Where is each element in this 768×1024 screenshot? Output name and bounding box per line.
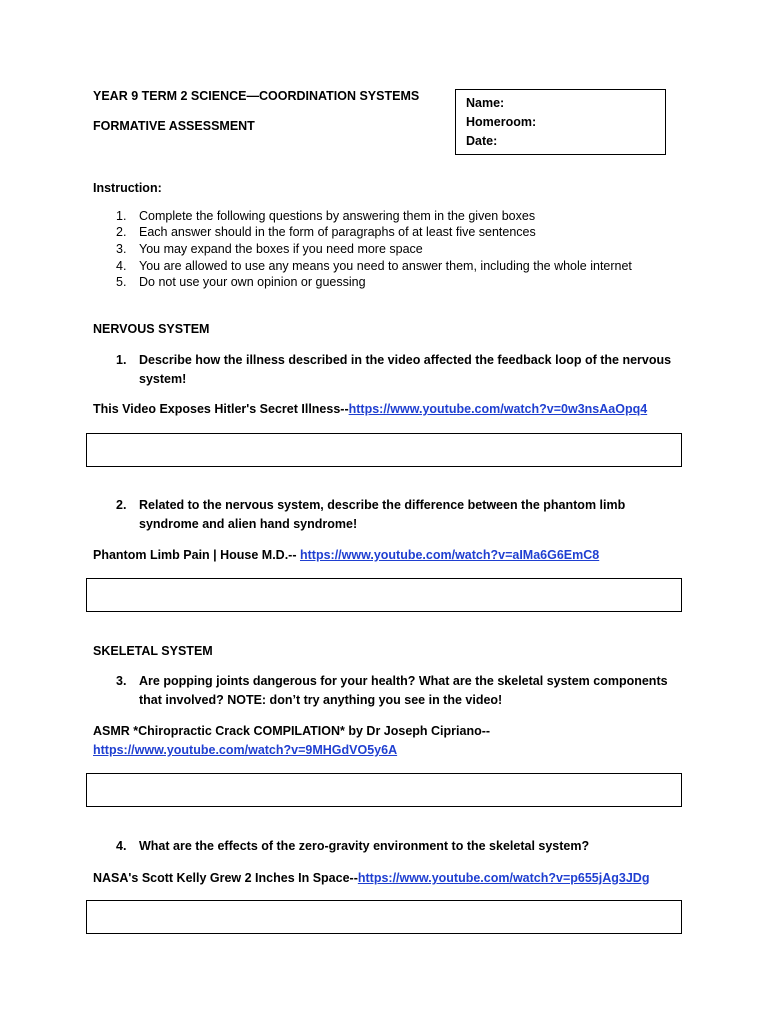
video-title: Phantom Limb Pain | House M.D.-- [93, 548, 300, 562]
section-heading-nervous: NERVOUS SYSTEM [93, 322, 210, 336]
list-item: Do not use your own opinion or guessing [139, 275, 366, 289]
list-item: You may expand the boxes if you need more space [139, 242, 423, 256]
answer-box-3[interactable] [86, 773, 682, 807]
answer-box-4[interactable] [86, 900, 682, 934]
answer-box-2[interactable] [86, 578, 682, 612]
video-link[interactable]: https://www.youtube.com/watch?v=aIMa6G6EmC8 [299, 548, 600, 562]
question-2-text: Related to the nervous system, describe the difference between the phantom limb [139, 498, 626, 512]
document-subtitle: FORMATIVE ASSESSMENT [93, 119, 255, 133]
question-3-text-cont: that involved? NOTE: don’t try anything you see in the video! [139, 693, 503, 707]
video-title: NASA's Scott Kelly Grew 2 Inches In Space-- [93, 871, 358, 885]
name-label: Name: [466, 96, 505, 110]
question-3-text: Are popping joints dangerous for your health? What are the skeletal system components [139, 674, 668, 688]
video-source-2 [93, 547, 599, 563]
section-heading-skeletal: SKELETAL SYSTEM [93, 644, 213, 658]
list-item: Complete the following questions by answering them in the given boxes [139, 209, 536, 223]
video-source-4 [93, 870, 649, 886]
list-item-number: 3. [116, 242, 127, 256]
homeroom-label: Homeroom: [466, 115, 537, 129]
list-item-number: 5. [116, 275, 127, 289]
instruction-heading: Instruction: [93, 181, 162, 195]
video-link[interactable]: https://www.youtube.com/watch?v=9MHGdVO5y6A [93, 743, 398, 757]
question-1-text-cont: system! [139, 372, 187, 386]
list-item: You are allowed to use any means you need to answer them, including the whole internet [139, 259, 632, 273]
video-link[interactable]: https://www.youtube.com/watch?v=0w3nsAaOpq4 [348, 402, 648, 416]
list-item: Each answer should in the form of paragraphs of at least five sentences [139, 225, 536, 239]
video-title-3: ASMR *Chiropractic Crack COMPILATION* by Dr Joseph Cipriano-- [93, 724, 491, 738]
video-link[interactable]: https://www.youtube.com/watch?v=p655jAg3JDg [357, 871, 650, 885]
question-4-text: What are the effects of the zero-gravity environment to the skeletal system? [139, 839, 590, 853]
question-number: 2. [116, 498, 127, 512]
list-item-number: 4. [116, 259, 127, 273]
student-info-box[interactable] [455, 89, 666, 155]
list-item-number: 1. [116, 209, 127, 223]
answer-box-1[interactable] [86, 433, 682, 467]
video-source-1 [93, 401, 647, 417]
question-number: 4. [116, 839, 127, 853]
question-1-text: Describe how the illness described in the video affected the feedback loop of the nervous [139, 353, 672, 367]
date-label: Date: [466, 134, 498, 148]
question-2-text-cont: syndrome and alien hand syndrome! [139, 517, 358, 531]
question-number: 1. [116, 353, 127, 367]
video-title: This Video Exposes Hitler's Secret Illness-- [93, 402, 349, 416]
document-title: YEAR 9 TERM 2 SCIENCE—COORDINATION SYSTEMS [93, 89, 420, 103]
list-item-number: 2. [116, 225, 127, 239]
question-number: 3. [116, 674, 127, 688]
